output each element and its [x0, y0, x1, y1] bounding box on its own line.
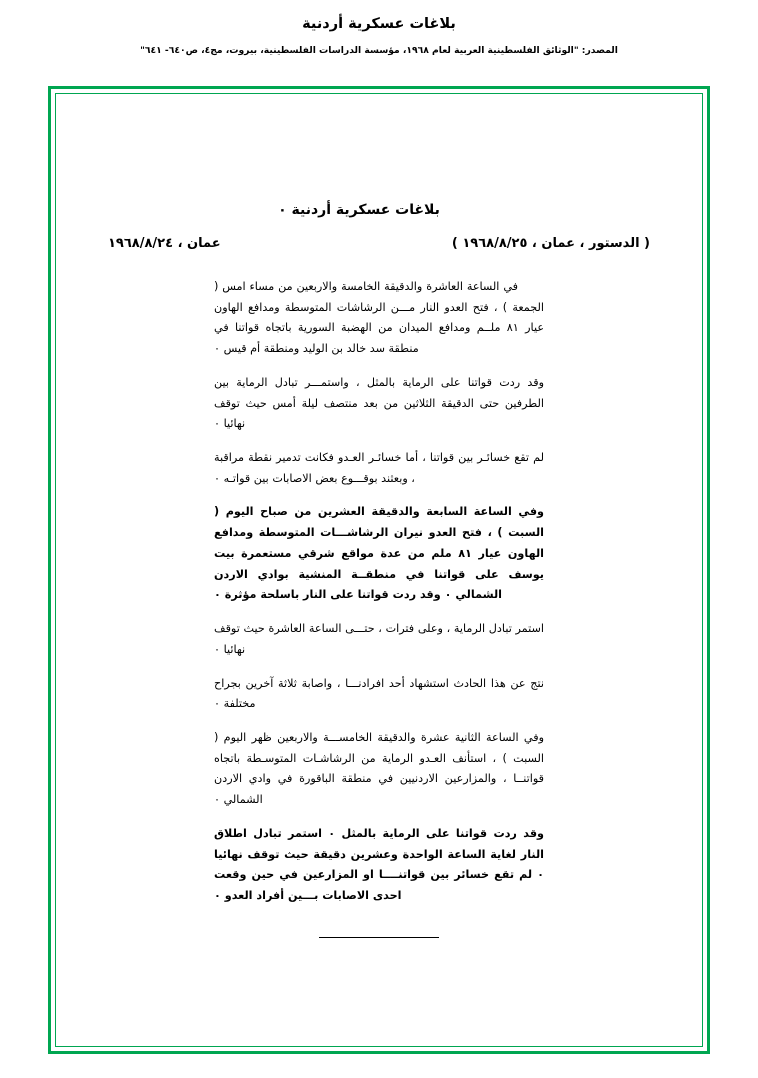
paragraph: وفي الساعة الثانية عشرة والدقيقة الخامســـة والاربعين ظهر اليوم ( السبت ) ، استأنف العـدو الرماية من الرشاشـات المتوسـطة باتجاه قواتنــا ، والمزارعين الاردنيين في منطقة الباقورة في وادي الاردن الشمالي ٠: [214, 730, 544, 807]
document-title: بلاغات عسكرية أردنية ٠: [278, 202, 440, 218]
page-title: بلاغات عسكرية أردنية: [302, 16, 456, 32]
paragraph: وفي الساعة السابعة والدقيقة العشرين من صباح اليوم ( السبت ) ، فتح العدو نيران الرشاشـــات المتوسطة ومدافع الهاون عيار ٨١ ملم من عدة مواقع شرقي مستعمرة بيت يوسف على قواتنا في منطقــة المنشية بوادي الاردن الشمالي ٠ وقد ردت قواتنا على النار باسلحة مؤثرة ٠: [214, 505, 544, 602]
document-meta: [94, 236, 664, 251]
end-rule: [319, 937, 439, 938]
paragraph: في الساعة العاشرة والدقيقة الخامسة والاربعين من مساء امس ( الجمعة ) ، فتح العدو النار مـــن الرشاشات المتوسطة ومدافع الهاون عيار ٨١ ملــم ومدافع الميدان من الهضبة السورية باتجاه قواتنا في منطقة سد خالد بن الوليد ومنطقة أم قيس ٠: [214, 280, 545, 356]
page-header: [0, 0, 758, 58]
paragraph: وقد ردت قواتنا على الرماية بالمثل ، واستمـــر تبادل الرماية بين الطرفين حتى الدقيقة الثلاثين من بعد منتصف ليلة أمس حيث توقف نهائيا ٠: [214, 375, 544, 431]
meta-publication: ( الدستور ، عمان ، ١٩٦٨/٨/٢٥ ): [451, 236, 650, 251]
document-paragraphs: [214, 277, 544, 938]
document-body: [48, 86, 710, 1054]
paragraph: نتج عن هذا الحادث استشهاد أحد افرادنـــا ، واصابة ثلاثة آخرين بجراح مختلفة ٠: [214, 676, 544, 711]
paragraph: لم تقع خسائـر بين قواتنا ، أما خسائـر العـدو فكانت تدمير نقطة مراقبة ، وبعثند بوقـــوع بعض الاصابات بين قواتـه ٠: [214, 451, 544, 485]
paragraph: وقد ردت قواتنا على الرماية بالمثل ٠ استمر تبادل اطلاق النار لغاية الساعة الواحدة وعشرين دقيقة حيث توقف نهائيا ٠ لم تقع خسائر بين قواتنــــا او المزارعين في حين وقعت احدى الاصابات بـــين أفراد العدو ٠: [214, 826, 544, 902]
paragraph: استمر تبادل الرماية ، وعلى فترات ، حتـــى الساعة العاشرة حيث توقف نهائيا ٠: [214, 622, 544, 656]
source-citation: المصدر: "الوثائق الفلسطينية العربية لعام ١٩٦٨، مؤسسة الدراسات الفلسطينية، بيروت، مج٤، ص٦٤٠- ٦٤١": [140, 44, 618, 56]
meta-place-date: عمان ، ١٩٦٨/٨/٢٤: [108, 236, 221, 251]
